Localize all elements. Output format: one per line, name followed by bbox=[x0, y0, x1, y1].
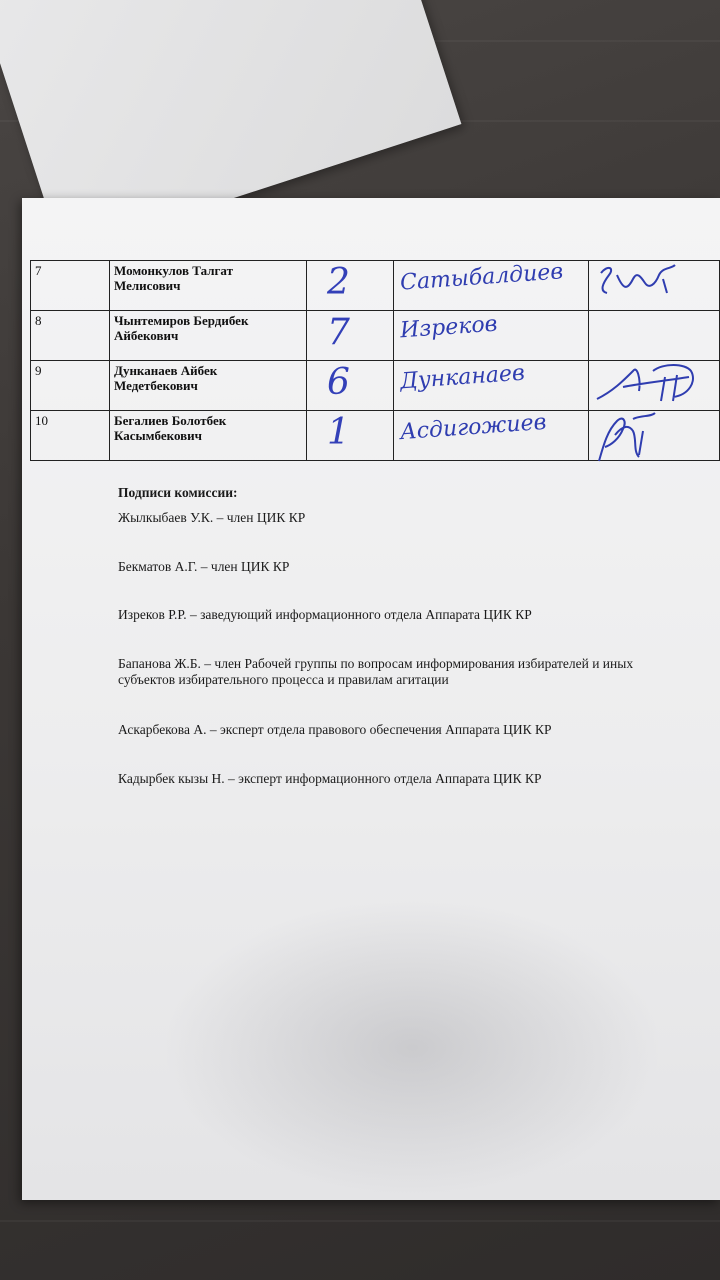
row-number: 10 bbox=[31, 411, 110, 461]
phone-shadow bbox=[162, 898, 662, 1198]
commission-member: Бекматов А.Г. – член ЦИК КР bbox=[118, 559, 290, 574]
document-page bbox=[22, 198, 720, 1200]
signature-table bbox=[30, 260, 720, 461]
signature-mark bbox=[593, 261, 683, 305]
table-row bbox=[31, 361, 720, 411]
row-number: 9 bbox=[31, 361, 110, 411]
table-row bbox=[31, 261, 720, 311]
table-row bbox=[31, 411, 720, 461]
handwritten-score: 2 bbox=[327, 262, 350, 303]
handwritten-signature: Дунканаев bbox=[399, 360, 526, 395]
signature-mark bbox=[593, 411, 663, 467]
row-number: 8 bbox=[31, 311, 110, 361]
table-row bbox=[31, 311, 720, 361]
commission-member: Изреков Р.Р. – заведующий информационного отдела Аппарата ЦИК КР bbox=[118, 607, 532, 622]
commission-member: Аскарбекова А. – эксперт отдела правового обеспечения Аппарата ЦИК КР bbox=[118, 722, 552, 737]
handwritten-score: 6 bbox=[327, 362, 350, 403]
commission-heading: Подписи комиссии: bbox=[118, 485, 238, 500]
row-number: 7 bbox=[31, 261, 110, 311]
member-name: Чынтемиров Бердибек Айбекович bbox=[110, 311, 307, 361]
commission-member: Жылкыбаев У.К. – член ЦИК КР bbox=[118, 510, 306, 525]
commission-member: Бапанова Ж.Б. – член Рабочей группы по вопросам информирования избирателей и иных субъектов избирательного процесса и правилам агитации bbox=[118, 656, 634, 687]
signature-mark bbox=[593, 361, 703, 407]
handwritten-score: 1 bbox=[327, 412, 350, 453]
handwritten-signature: Асдигожиев bbox=[399, 409, 548, 446]
member-name: Бегалиев Болотбек Касымбекович bbox=[110, 411, 307, 461]
member-name: Дунканаев Айбек Медетбекович bbox=[110, 361, 307, 411]
member-name: Момонкулов Талгат Мелисович bbox=[110, 261, 307, 311]
handwritten-signature: Изреков bbox=[399, 311, 499, 344]
commission-member: Кадырбек кызы Н. – эксперт информационного отдела Аппарата ЦИК КР bbox=[118, 771, 542, 786]
handwritten-signature: Сатыбалдиев bbox=[399, 259, 564, 296]
handwritten-score: 7 bbox=[327, 312, 350, 353]
